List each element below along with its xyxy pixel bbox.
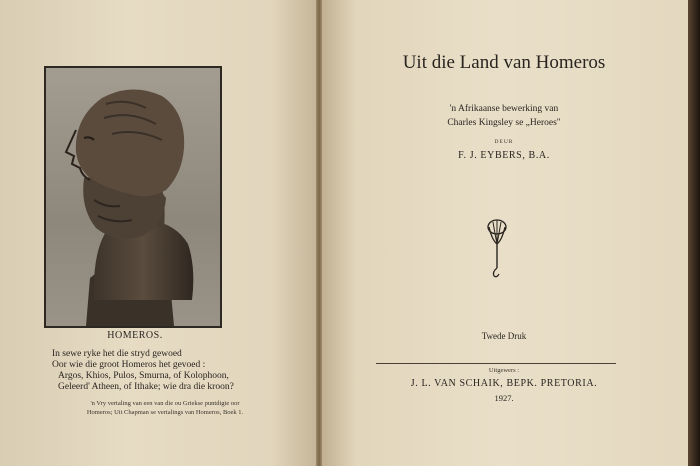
bust-illustration [46,68,220,326]
portrait-caption: HOMEROS. [107,330,163,341]
poem-line: In sewe ryke het die stryd gewoed [52,349,182,359]
epigram-footnote [20,399,310,417]
footnote-line: 'n Vry vertaling van een van die ou Griekse puntdigte oor [90,400,240,407]
subtitle-line: 'n Afrikaanse bewerking van [449,104,559,114]
divider-rule [376,363,616,364]
book-edge [688,0,700,466]
book-subtitle [320,102,688,130]
publication-year: 1927. [494,393,514,403]
footnote-line: Homeros; Uit Chapman se vertalings van Homeros, Boek 1. [86,409,244,416]
by-label: DEUR [494,139,514,145]
lyre-ornament-icon [484,218,510,280]
book-title: Uit die Land van Homeros [402,52,606,73]
subtitle-line: Charles Kingsley se „Heroes" [447,118,561,128]
author-name: F. J. EYBERS, B.A. [458,150,550,161]
homeros-bust-portrait [44,66,222,328]
poem-line: Geleerd' Atheen, of Ithake; wie dra die kroon? [58,382,234,392]
publisher-name: J. L. VAN SCHAIK, BEPK. PRETORIA. [410,378,598,389]
publishers-label: Uitgewers : [488,367,520,374]
edition-label: Twede Druk [481,331,527,341]
epigram-poem [52,349,292,393]
poem-line: Argos, Khios, Pulos, Smurna, of Kolophoon, [58,371,229,381]
poem-line: Oor wie die groot Homeros het gevoed : [52,360,206,370]
